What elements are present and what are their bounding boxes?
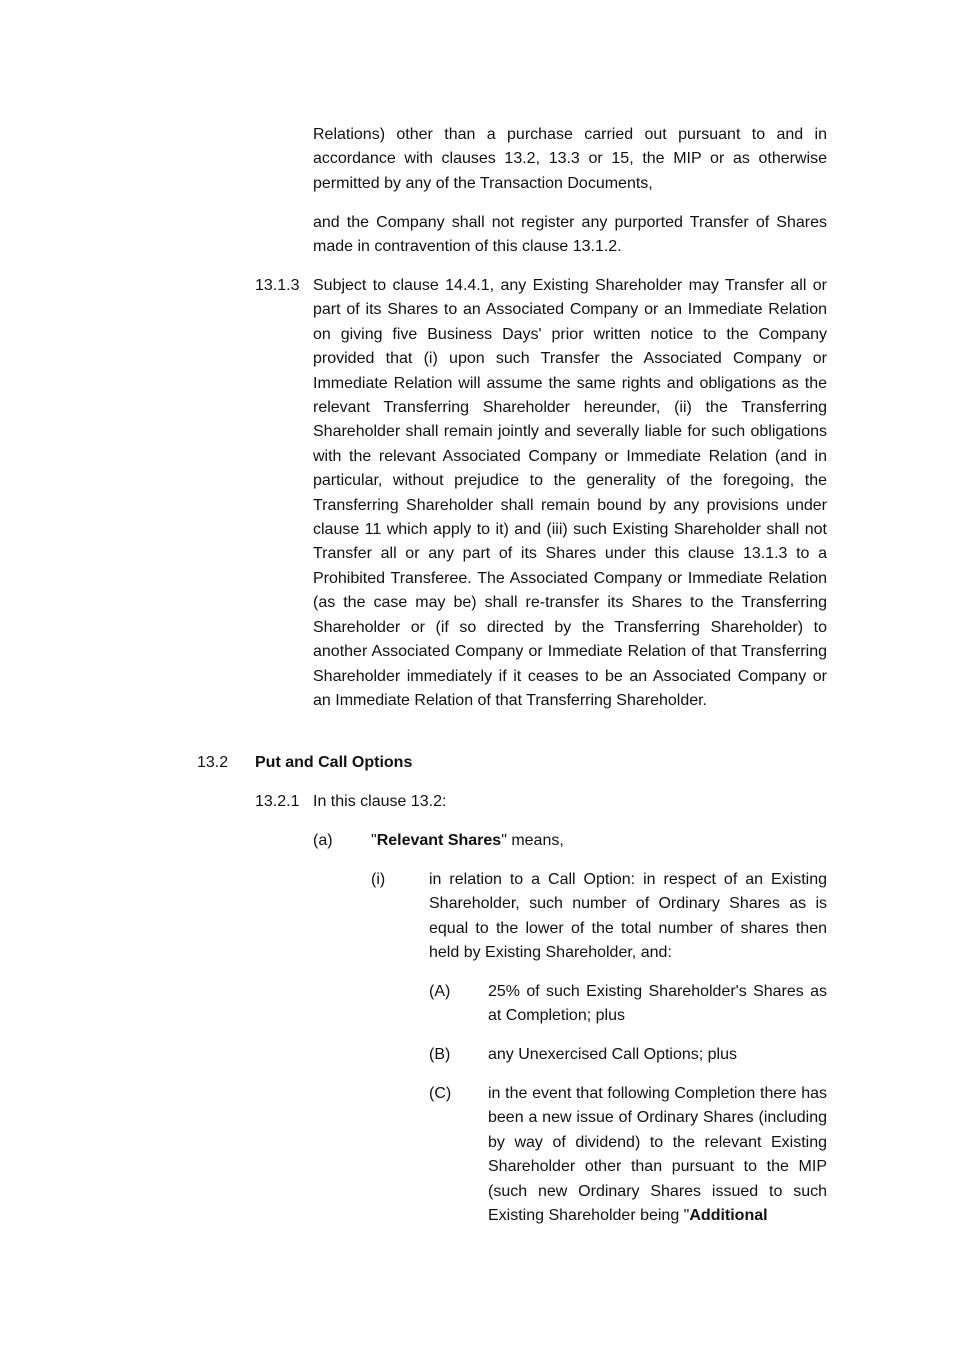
quote-open: " bbox=[371, 832, 377, 849]
item-C-text bbox=[488, 1082, 827, 1228]
item-B-text: any Unexercised Call Options; plus bbox=[488, 1046, 738, 1063]
defined-term-additional: Additional bbox=[689, 1207, 768, 1225]
item-C-label: (C) bbox=[429, 1085, 452, 1102]
clause-13-1-3-text: Subject to clause 14.4.1, any Existing Shareholder may Transfer all or part of its Shares to an Associated Company or an Immediate Relation on giving five Business Days' prior written notice to the Company provided that (i) upon such Transfer the Associated Company or Immediate Relation will assume the same rights and obligations as the relevant Transferring Shareholder hereunder, (ii) the Transferring Shareholder shall remain jointly and severally liable for such obligations with the relevant Associated Company or Immediate Relation (and in particular, without prejudice to the generality of the foregoing, the Transferring Shareholder shall remain bound by any provisions under clause 11 which apply to it) and (iii) such Existing Shareholder shall not Transfer all or any part of its Shares under this clause 13.1.3 to a Prohibited Transferee. The Associated Company or Immediate Relation (as the case may be) shall re-transfer its Shares to the Transferring Shareholder or (if so directed by the Transferring Shareholder) to another Associated Company or Immediate Relation of that Transferring Shareholder immediately if it ceases to be an Associated Company or an Immediate Relation of that Transferring Shareholder. bbox=[313, 277, 827, 709]
clause-13-2-1-text: In this clause 13.2: bbox=[313, 793, 447, 810]
item-B-label: (B) bbox=[429, 1046, 451, 1063]
item-A-text: 25% of such Existing Shareholder's Shares as at Completion; plus bbox=[488, 983, 827, 1025]
clause-heading-put-call-options: Put and Call Options bbox=[255, 754, 413, 771]
item-i-label: (i) bbox=[371, 871, 386, 888]
clause-number-13-2: 13.2 bbox=[197, 754, 229, 771]
item-a-definition bbox=[371, 829, 827, 853]
item-A-label: (A) bbox=[429, 983, 451, 1000]
clause-number-13-1-3: 13.1.3 bbox=[255, 277, 300, 294]
continuation-paragraph: Relations) other than a purchase carried out pursuant to and in accordance with clauses 13.2, 13.3 or 15, the MIP or as otherwise permitted by any of the Transaction Documents, bbox=[313, 126, 827, 192]
defined-term-relevant-shares: Relevant Shares bbox=[376, 832, 502, 849]
definition-rest: " means, bbox=[501, 832, 564, 849]
clause-number-13-2-1: 13.2.1 bbox=[255, 793, 300, 810]
item-a-label: (a) bbox=[313, 832, 333, 849]
item-C-body: in the event that following Completion there has been a new issue of Ordinary Shares (including by way of dividend) to the relevant Existing Shareholder other than pursuant to the MIP (such new Ordinary Shares issued to such Existing Shareholder being " bbox=[488, 1085, 827, 1225]
closing-paragraph: and the Company shall not register any purported Transfer of Shares made in contravention of this clause 13.1.2. bbox=[313, 214, 827, 256]
item-i-text: in relation to a Call Option: in respect of an Existing Shareholder, such number of Ordinary Shares as is equal to the lower of the total number of shares then held by Existing Shareholder, and: bbox=[429, 871, 827, 962]
